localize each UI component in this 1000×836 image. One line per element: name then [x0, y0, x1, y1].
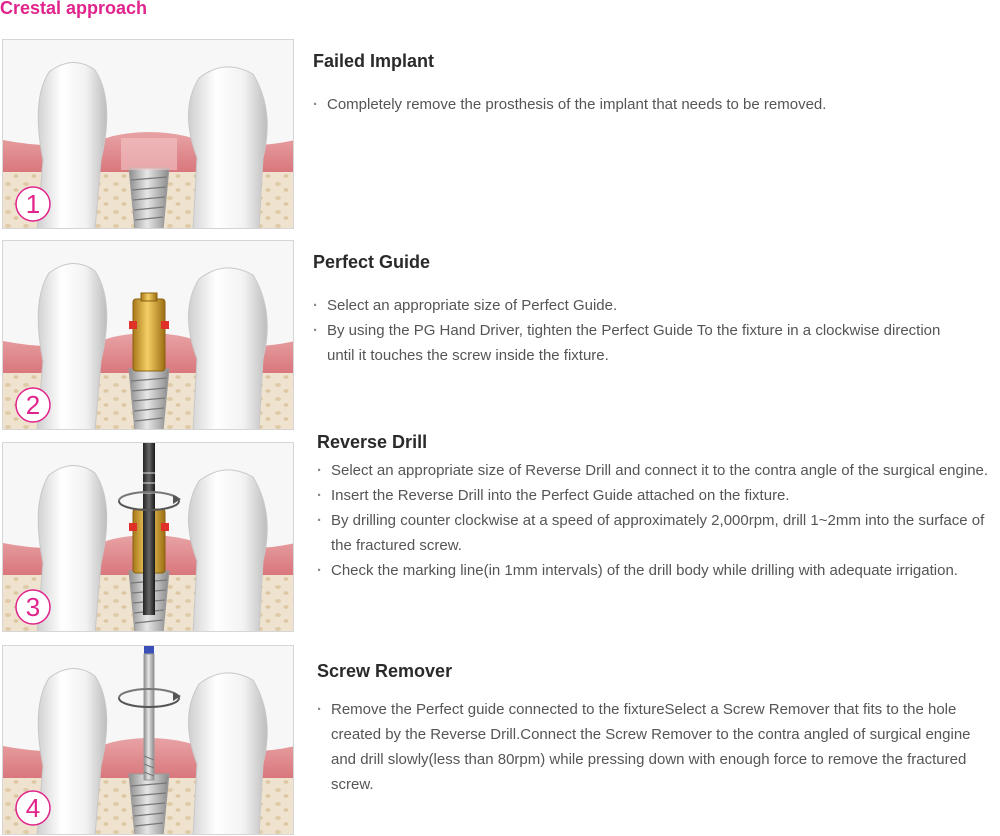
- step-3-illustration: [2, 442, 294, 632]
- step-4-illustration: [2, 645, 294, 835]
- step-3-bullet-4: · Check the marking line(in 1mm intervals) of the drill body while drilling with adequate irrigation.: [317, 558, 997, 583]
- step-3-title: Reverse Drill: [317, 432, 428, 452]
- step-2-illustration: [2, 240, 294, 430]
- step-4-bullets: [317, 697, 985, 797]
- step-1-illustration: [2, 39, 294, 229]
- step-3-bullet-2: · Insert the Reverse Drill into the Perfect Guide attached on the fixture.: [317, 483, 997, 508]
- step-1-bullet-1: · Completely remove the prosthesis of the implant that needs to be removed.: [313, 92, 993, 117]
- page-title: Crestal approach: [0, 0, 148, 18]
- step-4-title: Screw Remover: [317, 661, 453, 681]
- step-2-title: Perfect Guide: [313, 252, 431, 272]
- step-2-bullets: [313, 293, 953, 368]
- step-2-bullet-1: · Select an appropriate size of Perfect Guide.: [313, 293, 953, 318]
- step-3-bullet-3: · By drilling counter clockwise at a speed of approximately 2,000rpm, drill 1~2mm into the surface of the fractured screw.: [317, 508, 997, 558]
- step-3-number-badge: 3: [25, 592, 41, 622]
- step-2-bullet-2: · By using the PG Hand Driver, tighten the Perfect Guide To the fixture in a clockwise direction until it touches the screw inside the fixture.: [313, 318, 953, 368]
- step-3-bullets: [317, 458, 997, 583]
- step-1-number-badge: 1: [25, 189, 41, 219]
- step-3-bullet-1: · Select an appropriate size of Reverse Drill and connect it to the contra angle of the surgical engine.: [317, 458, 997, 483]
- step-1-bullets: [313, 92, 993, 117]
- step-4-number-badge: 4: [25, 793, 41, 823]
- step-2-number-badge: 2: [25, 390, 41, 420]
- step-1-title: Failed Implant: [313, 51, 435, 71]
- step-4-bullet-1: · Remove the Perfect guide connected to the fixtureSelect a Screw Remover that fits to the hole created by the Reverse Drill.Connect the Screw Remover to the contra angled of surgical engine and drill slowly(less than 80rpm) while pressing down with enough force to remove the fractured screw.: [317, 697, 985, 797]
